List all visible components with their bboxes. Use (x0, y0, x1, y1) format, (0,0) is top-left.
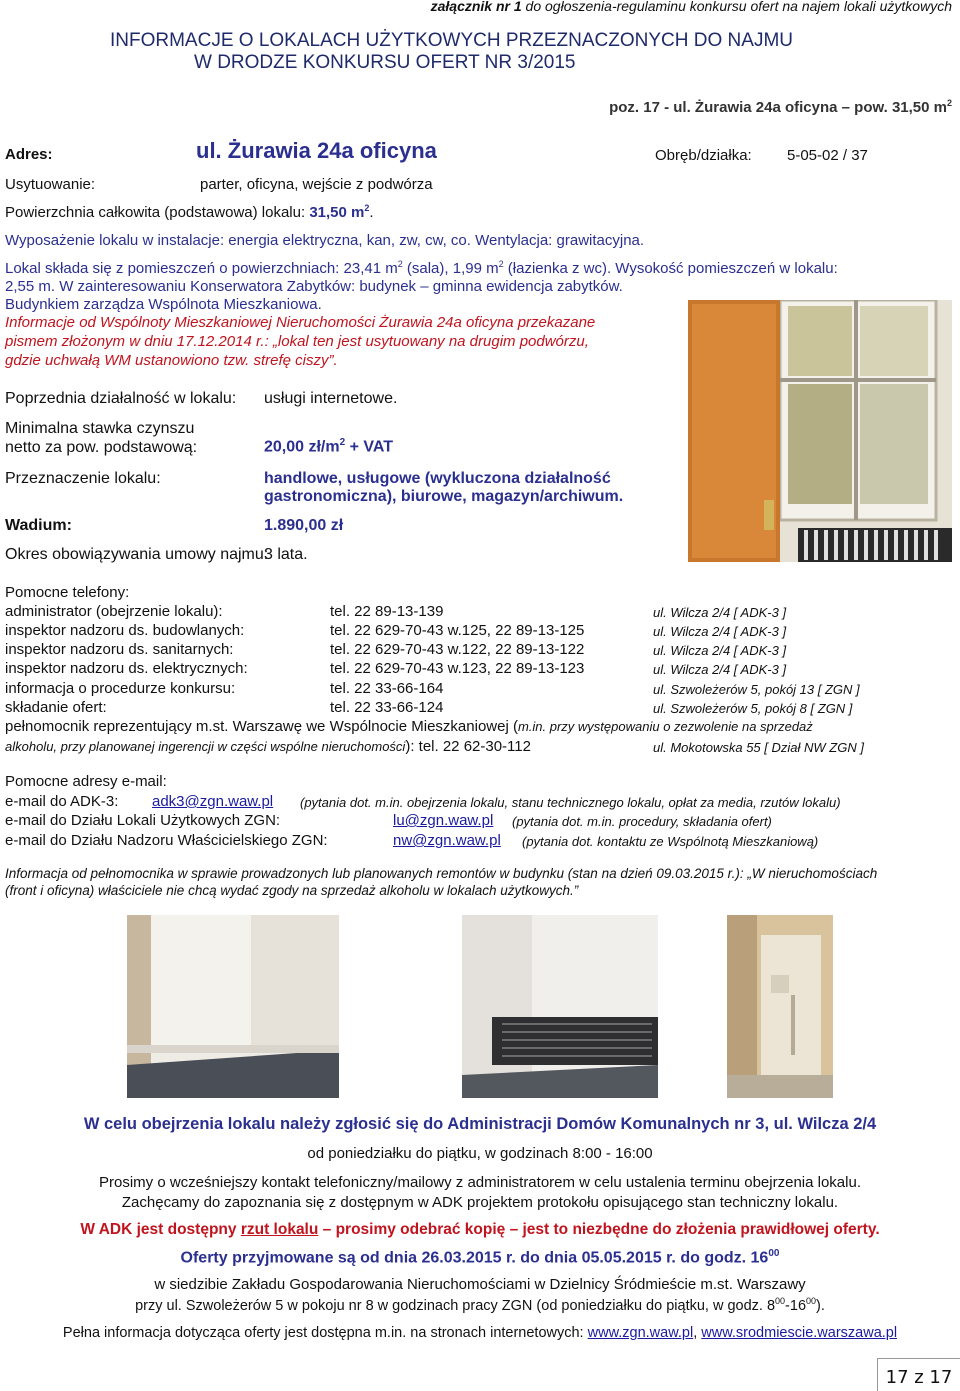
phone-address: ul. Wilcza 2/4 [ ADK-3 ] (653, 643, 787, 658)
rent-label-line1: Minimalna stawka czynszu (5, 420, 195, 437)
area-label: Powierzchnia całkowita (podstawowa) lokalu: (5, 204, 306, 221)
annex-bold: załącznik nr 1 (430, 0, 522, 14)
location-value: parter, oficyna, wejście z podwórza (200, 176, 433, 193)
premises-photo-bathroom (727, 915, 833, 1098)
seat-line2: przy ul. Szwoleżerów 5 w pokoju nr 8 w godzinach pracy ZGN (od poniedziałku do piątku, w godz. $8^{00}-16^{00}$). (135, 1296, 825, 1314)
annex-rest: do ogłoszenia-regulaminu konkursu ofert na najem lokali użytkowych (521, 0, 952, 14)
room-radiator-photo (462, 915, 658, 1098)
visit-hours: od poniedziałku do piątku, w godzinach 8:00 - 16:00 (307, 1145, 653, 1162)
deposit-value: 1.890,00 zł (264, 517, 344, 534)
annex-note (431, 0, 952, 14)
phone-role: inspektor nadzoru ds. budowlanych: (5, 622, 245, 639)
area-line: Powierzchnia całkowita (podstawowa) lokalu: 31,50 $m^2$. (5, 203, 374, 221)
emails-title: Pomocne adresy e-mail: (5, 773, 167, 790)
rooms-line2: 2,55 m. W zainteresowaniu Konserwatora Zabytków: budynek – gminna ewidencja zabytków. (5, 278, 623, 295)
proxy-line1: pełnomocnik reprezentujący m.st. Warszawę we Wspólnocie Mieszkaniowej (m.in. przy występowaniu o zezwolenie na sprzedaż (5, 718, 813, 735)
email-note: (pytania dot. m.in. obejrzenia lokalu, stanu technicznego lokalu, opłat za media, rzutów lokalu) (300, 795, 841, 810)
room-corner-photo (127, 915, 339, 1098)
rooms-line1: Lokal składa się z pomieszczeń o powierzchniach: 23,41 $m^2$ (sala), 1,99 $m^2$ (łazienka z wc). Wysokość pomieszczeń w lokalu: (5, 259, 838, 277)
floor-plan-link[interactable]: rzut lokalu (240, 1221, 319, 1238)
area-value: 31,50 $m^2$ (309, 203, 370, 221)
prev-activity-value: usługi internetowe. (264, 390, 398, 407)
full-info-line: Pełna informacja dotycząca oferty jest dostępna m.in. na stronach internetowych: www.zgn.waw.pl, www.srodmiescie.warszawa.pl (62, 1325, 898, 1341)
period-value: 3 lata. (264, 546, 308, 563)
window-photo-illustration (688, 300, 952, 562)
email-label: e-mail do ADK-3: (5, 793, 119, 810)
rent-label-line2: netto za pow. podstawową: (5, 439, 198, 456)
page-title-line2: W DRODZE KONKURSU OFERT NR 3/2015 (194, 52, 576, 73)
seat-line1: w siedzibie Zakładu Gospodarowania Nieruchomościami w Dzielnicy Śródmieście m.st. Warszawy (154, 1276, 806, 1293)
srodmiescie-website-link[interactable]: www.srodmiescie.warszawa.pl (701, 1325, 898, 1341)
visit-info: W celu obejrzenia lokalu należy zgłosić się do Administracji Domów Komunalnych nr 3, ul. Wilcza 2/4 (83, 1115, 877, 1133)
email-note: (pytania dot. kontaktu ze Wspólnotą Mieszkaniową) (522, 834, 819, 849)
email-note: (pytania dot. m.in. procedury, składania ofert) (512, 814, 772, 829)
contact-line1: Prosimy o wcześniejszy kontakt telefoniczny/mailowy z administratorem w celu ustalenia terminu obejrzenia lokalu. (99, 1174, 861, 1191)
phone-number: tel. 22 33-66-164 (330, 680, 444, 697)
proxy-note-line1: Informacja od pełnomocnika w sprawie prowadzonych lub planowanych remontów w budynku (stan na dzień 09.03.2015 r.): „W nieruchomościach (5, 866, 878, 881)
phone-role: składanie ofert: (5, 699, 107, 716)
plot-label: Obręb/działka: (655, 147, 752, 164)
phone-number: tel. 22 629-70-43 w.122, 22 89-13-122 (330, 641, 585, 658)
phone-number: tel. 22 629-70-43 w.125, 22 89-13-125 (330, 622, 585, 639)
phone-role: administrator (obejrzenie lokalu): (5, 603, 223, 620)
phone-address: ul. Wilcza 2/4 [ ADK-3 ] (653, 662, 787, 677)
premises-photo-corner (127, 915, 339, 1098)
phone-number: tel. 22 33-66-124 (330, 699, 444, 716)
email-label: e-mail do Działu Lokali Użytkowych ZGN: (5, 812, 281, 829)
phone-role: inspektor nadzoru ds. sanitarnych: (5, 641, 234, 658)
prev-activity-label: Poprzednia działalność w lokalu: (5, 390, 237, 407)
position-sup: 2 (946, 98, 952, 108)
email-label: e-mail do Działu Nadzoru Właścicielskiego ZGN: (5, 832, 328, 849)
phone-role: informacja o procedurze konkursu: (5, 680, 236, 697)
phone-address: ul. Szwoleżerów 5, pokój 8 [ ZGN ] (653, 701, 853, 716)
email-link-adk3[interactable]: adk3@zgn.waw.pl (152, 793, 274, 810)
premises-photo-window (688, 300, 952, 562)
phone-role: inspektor nadzoru ds. elektrycznych: (5, 660, 248, 677)
community-info-line3: gdzie uchwałą WM ustanowiono tzw. strefę ciszy”. (5, 352, 338, 369)
rent-value: 20,00 $zł/m^2$ + VAT (264, 437, 394, 456)
address-label: Adres: (5, 146, 53, 163)
deposit-label: Wadium: (5, 517, 72, 534)
address-value: ul. Żurawia 24a oficyna (196, 138, 437, 163)
bathroom-photo (727, 915, 833, 1098)
location-label: Usytuowanie: (5, 176, 96, 193)
phone-address: ul. Wilcza 2/4 [ ADK-3 ] (653, 605, 787, 620)
contact-line2: Zachęcamy do zapoznania się z dostępnym w ADK projektem protokołu opisującego stan techniczny lokalu. (121, 1194, 839, 1211)
proxy-address: ul. Mokotowska 55 [ Dział NW ZGN ] (653, 740, 864, 755)
proxy-line2: alkoholu, przy planowanej ingerencji w części wspólne nieruchomości): tel. 22 62-30-112 (5, 738, 531, 755)
floor-plan-notice: W ADK jest dostępny rzut lokalu – prosimy odebrać kopię – jest to niezbędne do złożenia prawidłowej oferty. (80, 1221, 880, 1238)
proxy-note-line2: (front i oficyna) właściciele nie chcą wydać zgody na sprzedaż alkoholu w lokalach użytkowych.” (5, 883, 579, 898)
email-link-nw[interactable]: nw@zgn.waw.pl (393, 832, 501, 849)
phone-number: tel. 22 629-70-43 w.123, 22 89-13-123 (330, 660, 585, 677)
community-info-line2: pismem złożonym w dniu 17.12.2014 r.: „lokal ten jest usytuowany na drugim podwórzu, (5, 333, 589, 350)
community-info-line1: Informacje od Wspólnoty Mieszkaniowej Nieruchomości Żurawia 24a oficyna przekazane (5, 314, 596, 331)
page-number-box (877, 1358, 960, 1391)
phones-title: Pomocne telefony: (5, 584, 130, 601)
phone-address: ul. Szwoleżerów 5, pokój 13 [ ZGN ] (653, 682, 860, 697)
email-link-lu[interactable]: lu@zgn.waw.pl (393, 812, 494, 829)
page-title-line1: INFORMACJE O LOKALACH UŻYTKOWYCH PRZEZNACZONYCH DO NAJMU (110, 30, 793, 51)
zgn-website-link[interactable]: www.zgn.waw.pl (587, 1325, 694, 1341)
offers-deadline: Oferty przyjmowane są od dnia 26.03.2015 r. do dnia 05.05.2015 r. do godz. $16^{00}$ (180, 1248, 780, 1267)
plot-value: 5-05-02 / 37 (787, 147, 868, 164)
management-text: Budynkiem zarządza Wspólnota Mieszkaniowa. (5, 296, 322, 313)
page-number: 17 z 17 (885, 1367, 953, 1388)
period-label: Okres obowiązywania umowy najmu: (5, 546, 269, 563)
phone-address: ul. Wilcza 2/4 [ ADK-3 ] (653, 624, 787, 639)
purpose-line1: handlowe, usługowe (wykluczona działalność (264, 470, 611, 487)
purpose-label: Przeznaczenie lokalu: (5, 470, 161, 487)
premises-photo-radiator (462, 915, 658, 1098)
phone-number: tel. 22 89-13-139 (330, 603, 444, 620)
purpose-line2: gastronomiczna), biurowe, magazyn/archiwum. (264, 488, 624, 505)
position-heading (609, 98, 952, 116)
position-text: poz. 17 - ul. Żurawia 24a oficyna – pow. 31,50 m (609, 99, 947, 116)
equipment-text: Wyposażenie lokalu w instalacje: energia elektryczna, kan, zw, cw, co. Wentylacja: grawitacyjna. (5, 232, 645, 249)
